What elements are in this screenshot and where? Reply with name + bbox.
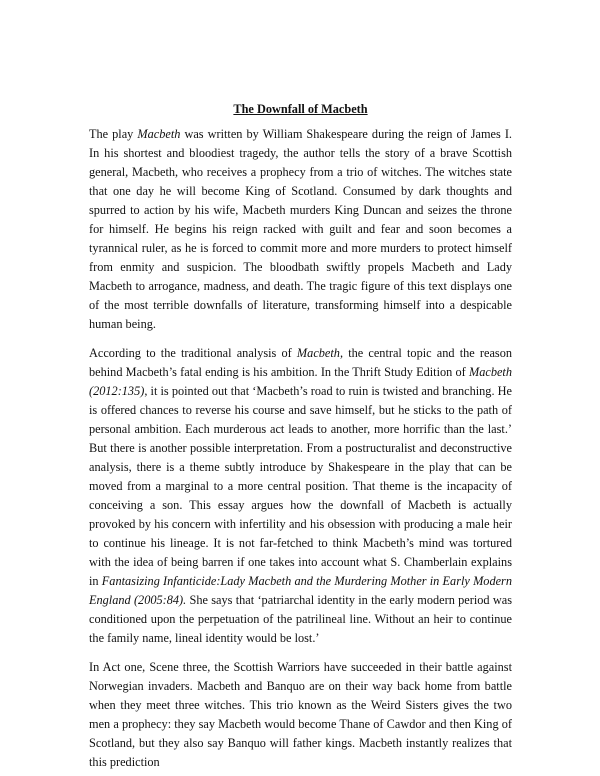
body-paragraph-2 [89,344,512,648]
text-run: , it is pointed out that ‘Macbeth’s road to ruin is twisted and branching. He is offered chances to reverse his course and save himself, but he sticks to the path of personal ambition. Each murderous act leads to another, more horrific than the last.’ But there is another possible interpretation. From a postructuralist and deconstructive analysis, there is a theme subtly introduce by Shakespeare in the play that can be moved from a marginal to a more central position. That theme is the incapacity of conceiving a son. This essay argues how the downfall of Macbeth is actually provoked by his concern with infertility and his obsession with producing a male heir to continue his lineage. It is not far-fetched to think Macbeth’s mind was tortured with the idea of being barren if one takes into account what S. Chamberlain explains in [89,384,512,588]
body-paragraph-3 [89,658,512,772]
body-paragraph-1 [89,125,512,334]
text-run: In Act one, Scene three, the Scottish Warriors have succeeded in their battle against Norwegian invaders. Macbeth and Banquo are on their way back home from battle when they meet three witches. This trio known as the Weird Sisters gives the two men a prophecy: they say Macbeth would become Thane of Cawdor and then King of Scotland, but they also say Banquo will father kings. Macbeth instantly realizes that this prediction [89,660,512,769]
text-run: was written by William Shakespeare during the reign of James I. In his shortest and bloodiest tragedy, the author tells the story of a brave Scottish general, Macbeth, who receives a prophecy from a trio of witches. The witches state that one day he will become King of Scotland. Consumed by dark thoughts and spurred to action by his wife, Macbeth murders King Duncan and seizes the throne for himself. He begins his reign racked with guilt and fear and soon becomes a tyrannical ruler, as he is forced to commit more and more murders to protect himself from enmity and suspicion. The bloodbath swiftly propels Macbeth and Lady Macbeth to arrogance, madness, and death. The tragic figure of this text displays one of the most terrible downfalls of literature, transforming himself into a despicable human being. [89,127,512,331]
paragraphs-container [89,125,512,772]
document-title: The Downfall of Macbeth [233,102,368,116]
italic-text-run: Macbeth [137,127,181,141]
text-run: the central topic and the reason behind Macbeth’s fatal ending is his ambition. In the Thrift Study Edition of [89,346,512,379]
italic-text-run: Fantasizing Infanticide:Lady Macbeth and the Murdering Mother in Early Modern England (2005:84). [89,574,512,607]
document-body [89,101,512,772]
text-run: She says that ‘patriarchal identity in the early modern period was conditioned upon the perpetuation of the patrilineal line. Without an heir to continue the family name, lineal identity would be lost.’ [89,593,512,645]
text-run: According to the traditional analysis of [89,346,297,360]
italic-text-run: Macbeth (2012:135) [89,365,512,398]
text-run: The play [89,127,138,141]
italic-text-run: Macbeth, [296,346,344,360]
